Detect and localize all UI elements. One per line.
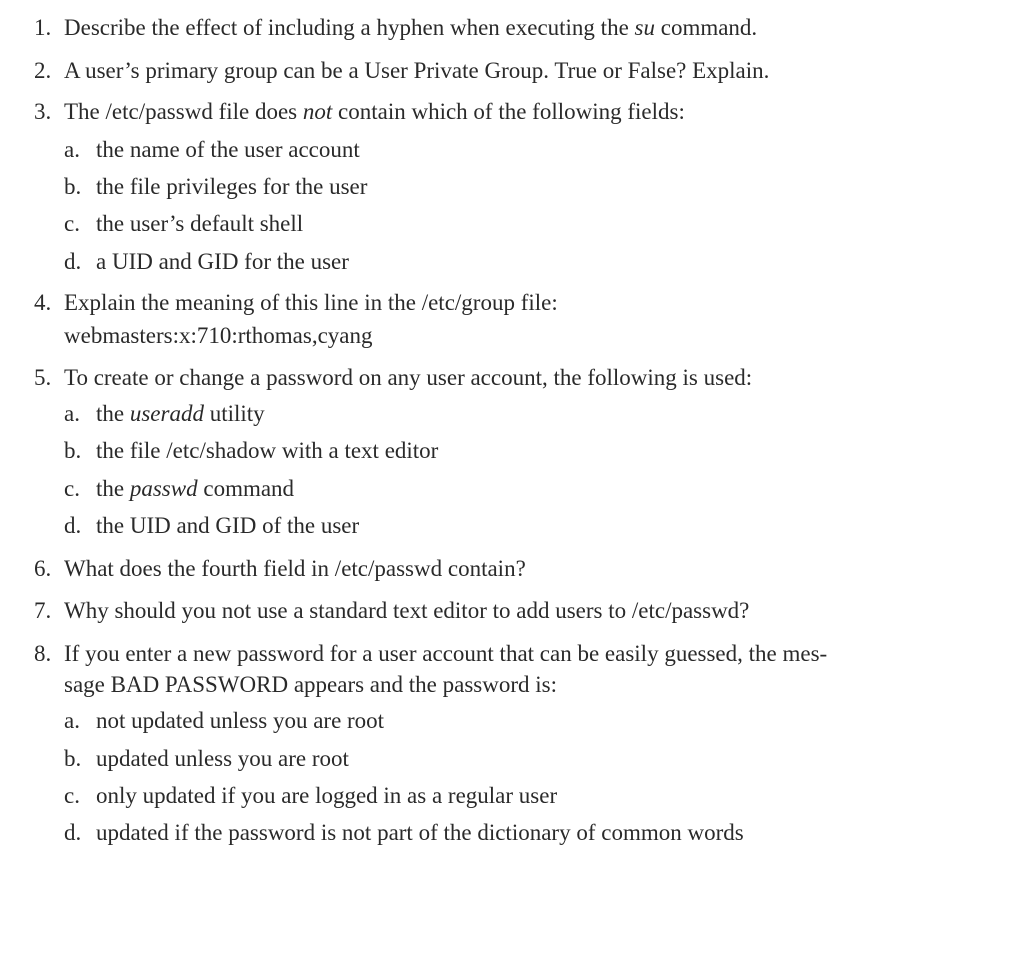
option-text: the file privileges for the user — [96, 174, 368, 199]
question-2 — [34, 57, 994, 85]
option-text-start: the — [96, 476, 130, 501]
option-letter: c. — [64, 783, 80, 808]
answer-option — [64, 437, 438, 465]
option-letter: d. — [64, 513, 82, 538]
question-number: 3. — [34, 99, 52, 124]
question-text: A user’s primary group can be a User Private Group. True or False? Explain. — [64, 58, 770, 83]
answer-option — [64, 512, 359, 540]
command-name: useradd — [129, 401, 204, 426]
question-number: 4. — [34, 290, 52, 315]
option-text: a UID and GID for the user — [96, 249, 349, 274]
question-3 — [34, 98, 994, 126]
option-letter: d. — [64, 820, 82, 845]
question-number: 6. — [34, 556, 52, 581]
option-letter: a. — [64, 137, 80, 162]
question-8 — [34, 640, 994, 668]
option-text-end: command — [197, 476, 295, 501]
command-name: passwd — [129, 476, 198, 501]
question-number: 7. — [34, 598, 52, 623]
question-5 — [34, 364, 994, 392]
option-text: the file /etc/shadow with a text editor — [96, 438, 439, 463]
answer-option — [64, 400, 265, 428]
question-number: 2. — [34, 58, 52, 83]
option-letter: d. — [64, 249, 82, 274]
answer-option — [64, 782, 557, 810]
question-6 — [34, 555, 994, 583]
option-letter: a. — [64, 401, 80, 426]
question-4 — [34, 289, 994, 317]
option-letter: b. — [64, 174, 82, 199]
option-text-end: utility — [203, 401, 265, 426]
option-letter: b. — [64, 438, 82, 463]
question-text-end: contain which of the following fields: — [332, 99, 685, 124]
answer-option — [64, 819, 744, 847]
question-text-start: The /etc/passwd file does — [64, 99, 303, 124]
option-text: the UID and GID of the user — [96, 513, 360, 538]
option-text: not updated unless you are root — [96, 708, 385, 733]
option-text: updated unless you are root — [96, 746, 349, 771]
question-text: What does the fourth field in /etc/passwd contain? — [64, 556, 526, 581]
answer-option — [64, 173, 367, 201]
option-letter: a. — [64, 708, 80, 733]
emphasis-word: not — [302, 99, 333, 124]
answer-option — [64, 707, 384, 735]
question-text-start: Describe the effect of including a hyphen when executing the — [64, 15, 635, 40]
option-letter: b. — [64, 746, 82, 771]
command-name: su — [634, 15, 655, 40]
question-1 — [34, 14, 994, 42]
answer-option — [64, 210, 303, 238]
question-7 — [34, 597, 994, 625]
question-text-end: command. — [654, 15, 758, 40]
option-text: the user’s default shell — [96, 211, 304, 236]
question-number: 1. — [34, 15, 52, 40]
answer-option — [64, 248, 349, 276]
option-text: only updated if you are logged in as a regular user — [96, 783, 558, 808]
option-letter: c. — [64, 476, 80, 501]
group-file-line: webmasters:x:710:rthomas,cyang — [64, 323, 373, 348]
option-text: the name of the user account — [96, 137, 360, 162]
question-text: Explain the meaning of this line in the /etc/group file: — [64, 290, 558, 315]
option-letter: c. — [64, 211, 80, 236]
answer-option — [64, 136, 360, 164]
option-text-start: the — [96, 401, 130, 426]
option-text: updated if the password is not part of the dictionary of common words — [96, 820, 744, 845]
question-text-continuation: sage BAD PASSWORD appears and the password is: — [64, 672, 557, 697]
question-text: To create or change a password on any user account, the following is used: — [64, 365, 753, 390]
question-number: 5. — [34, 365, 52, 390]
question-text: If you enter a new password for a user account that can be easily guessed, the mes- — [64, 641, 828, 666]
answer-option — [64, 475, 294, 503]
question-text: Why should you not use a standard text editor to add users to /etc/passwd? — [64, 598, 750, 623]
answer-option — [64, 745, 349, 773]
question-number: 8. — [34, 641, 52, 666]
